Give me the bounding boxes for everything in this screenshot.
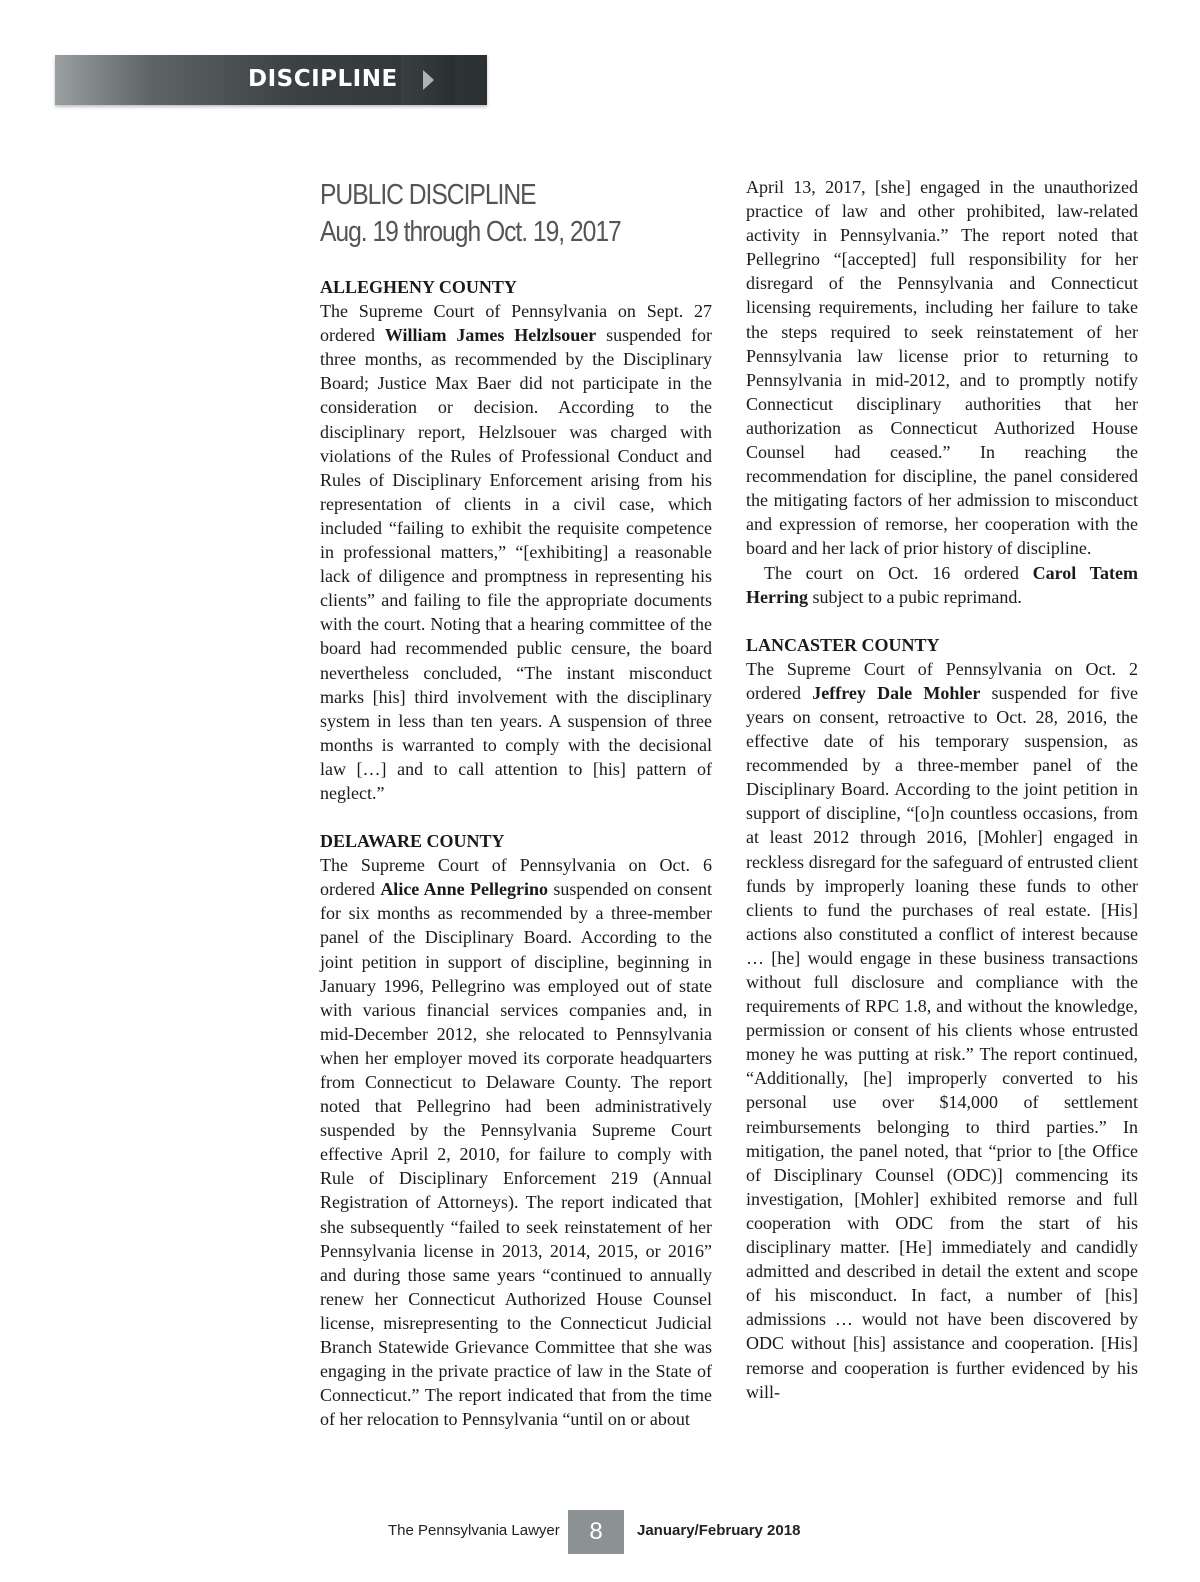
left-column [320, 175, 712, 1431]
delaware-paragraph-continued: April 13, 2017, [she] engaged in the unauthorized practice of law and other prohibited, law-related activity in Pennsylvania.” The report noted that Pellegrino “[accepted] full responsibility for her disregard of the Pennsylvania and Connecticut licensing requirements, including her failure to take the steps required to seek reinstatement of her Pennsylvania law license prior to returning to Pennsylvania in mid-2012, and to promptly notify Connecticut disciplinary authorities that her authorization as Connecticut Authorized House Counsel had ceased.” In reaching the recommendation for discipline, the panel considered the mitigating factors of her admission to misconduct and expression of remorse, her cooperation with the board and her lack of prior history of discipline. [746, 177, 1138, 559]
issue-date: January/February 2018 [637, 1522, 801, 1539]
page-number: 8 [568, 1510, 624, 1554]
section-banner [55, 55, 487, 105]
page-subtitle: Aug. 19 through Oct. 19, 2017 [320, 216, 621, 248]
lancaster-paragraph: The Supreme Court of Pennsylvania on Oct. 2 ordered Jeffrey Dale Mohler suspended for five years on consent, retroactive to Oct. 28, 2016, the effective date of his temporary suspension, as recommended by a three-member panel of the Disciplinary Board. According to the joint petition in support of discipline, “[o]n countless occasions, from at least 2012 through 2016, [Mohler] engaged in reckless disregard for the safeguard of entrusted client funds by improperly loaning these funds to other clients to fund the purchases of real estate. [His] actions also constituted a conflict of interest because … [he] would engage in these business transactions without full disclosure and compliance with the requirements of RPC 1.8, and without the knowledge, permission or consent of his clients whose entrusted money he was putting at risk.” The report continued, “Additionally, [he] improperly converted to his personal use over $14,000 of settlement reimbursements belonging to third parties.” In mitigation, the panel noted, that “prior to [the Office of Disciplinary Counsel (ODC)] commencing its investigation, [Mohler] exhibited remorse and full cooperation with ODC from the start of his disciplinary matter. [He] immediately and candidly admitted and described in detail the extent and scope of his misconduct. In fact, a number of [his] admissions … would not have been discovered by ODC without [his] assistance and cooperation. [His] remorse and cooperation is further evidenced by his will- [746, 658, 1138, 1402]
chevron-right-icon [423, 70, 434, 90]
delaware-paragraph-2: The court on Oct. 16 ordered Carol Tatem Herring subject to a pubic reprimand. [746, 562, 1138, 607]
allegheny-paragraph: The Supreme Court of Pennsylvania on Sept. 27 ordered William James Helzlsouer suspended for three months, as recommended by the Disciplinary Board; Justice Max Baer did not participate in the consideration or decision. According to the disciplinary report, Helzlsouer was charged with violations of the Rules of Professional Conduct and Rules of Disciplinary Enforcement arising from his representation of clients in a civil case, which included “failing to exhibit the requisite competence in professional matters,” “[exhibiting] a reasonable lack of diligence and promptness in representing his clients” and failing to file the appropriate documents with the court. Noting that a hearing committee of the board had recommended public censure, the board nevertheless concluded, “The instant misconduct marks [his] third involvement with the disciplinary system in less than ten years. A suspension of three months is warranted to comply with the decisional law […] and to call attention to [his] pattern of neglect.” [320, 301, 713, 803]
banner-tab [401, 55, 455, 105]
county-heading-delaware: DELAWARE COUNTY [320, 831, 505, 852]
page-title: PUBLIC DISCIPLINE [320, 179, 536, 211]
publication-name: The Pennsylvania Lawyer [388, 1522, 560, 1539]
right-column-flow [746, 175, 1138, 1404]
county-heading-allegheny: ALLEGHENY COUNTY [320, 277, 517, 297]
right-column [746, 175, 1138, 1465]
county-heading-lancaster: LANCASTER COUNTY [746, 634, 940, 655]
section-label: DISCIPLINE [248, 66, 398, 92]
attorney-name: Carol Tatem Herring [746, 562, 1138, 607]
attorney-name: Alice Anne Pellegrino [380, 879, 548, 900]
attorney-name: William James Helzlsouer [384, 325, 597, 346]
attorney-name: Jeffrey Dale Mohler [812, 682, 981, 703]
delaware-paragraph: The Supreme Court of Pennsylvania on Oct. 6 ordered Alice Anne Pellegrino suspended on consent for six months as recommended by a three-member panel of the Disciplinary Board. According to the joint petition in support of discipline, beginning in January 1996, Pellegrino was employed out of state with various financial services companies and, in mid-December 2012, she relocated to Pennsylvania when her employer moved its corporate headquarters from Connecticut to Delaware County. The report noted that Pellegrino had been administratively suspended by the Pennsylvania Supreme Court effective April 2, 2010, for failure to comply with Rule of Disciplinary Enforcement 219 (Annual Registration of Attorneys). The report indicated that she subsequently “failed to seek reinstatement of her Pennsylvania license in 2013, 2014, 2015, or 2016” and during those same years “continued to annually renew her Connecticut Authorized House Counsel license, misrepresenting to the Connecticut Judicial Branch Statewide Grievance Committee that she was engaging in the private practice of law in the State of Connecticut.” The report indicated that from the time of her relocation to Pennsylvania “until on or about [320, 855, 712, 1430]
